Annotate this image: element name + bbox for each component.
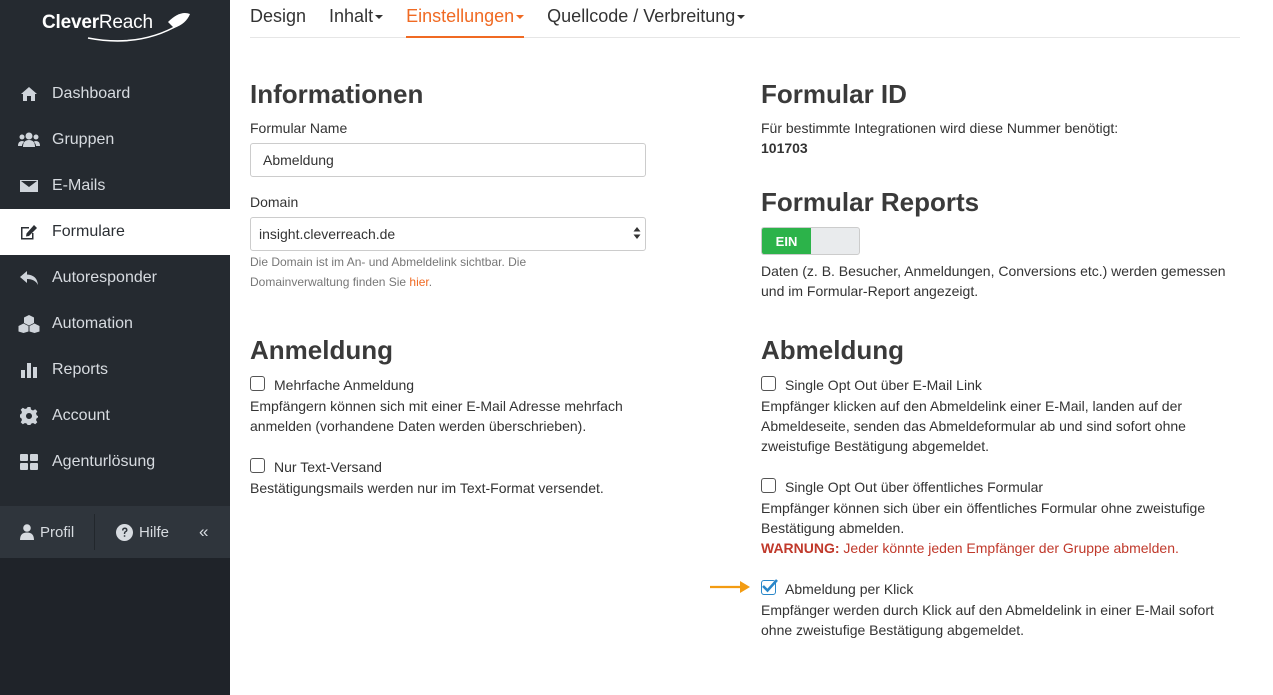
domain-help-end: .: [428, 275, 433, 289]
informationen-heading: Informationen: [250, 79, 424, 109]
sidebar-item-emails[interactable]: [0, 163, 230, 209]
domain-help-line-1: Die Domain ist im An- und Abmeldelink sichtbar. Die: [250, 255, 527, 269]
formular-name-input[interactable]: [250, 143, 646, 177]
select-arrows-icon: [633, 226, 641, 240]
reports-desc-line-1: Daten (z. B. Besucher, Anmeldungen, Conversions etc.) werden gemessen: [761, 263, 1226, 279]
single-opt-out-email-checkbox[interactable]: [761, 376, 776, 391]
reports-toggle[interactable]: [761, 227, 860, 255]
sidebar-item-label: E-Mails: [52, 177, 106, 194]
hilfe-button[interactable]: [95, 506, 189, 558]
toggle-on-label: EIN: [762, 228, 811, 254]
sidebar-item-label: Formulare: [52, 223, 125, 240]
sidebar-item-autoresponder[interactable]: [0, 255, 230, 301]
sidebar-item-label: Reports: [52, 361, 109, 378]
tab-quellcode-verbreitung[interactable]: Quellcode / Verbreitung: [547, 0, 745, 38]
sidebar: [0, 0, 230, 695]
warning-text: [761, 540, 1179, 556]
domain-label: Domain: [250, 194, 299, 210]
domain-help-text: [250, 252, 650, 292]
desc-line: ohne zweistufige Bestätigung abgemeldet.: [761, 622, 1025, 638]
tab-inhalt[interactable]: Inhalt: [329, 0, 383, 38]
nur-text-versand-checkbox[interactable]: [250, 458, 265, 473]
caret-down-icon: [516, 15, 524, 19]
desc-line: anmelden (vorhandene Daten werden überschrieben).: [250, 418, 587, 434]
hilfe-label: Hilfe: [139, 523, 170, 541]
top-tabs: [250, 0, 1240, 38]
sidebar-item-formulare[interactable]: [0, 209, 230, 255]
sidebar-item-label: Gruppen: [52, 131, 115, 148]
warning-label: WARNUNG:: [761, 540, 840, 556]
caret-down-icon: [737, 15, 745, 19]
mehrfache-anmeldung-checkbox[interactable]: [250, 376, 265, 391]
reports-desc-line-2: und im Formular-Report angezeigt.: [761, 283, 979, 299]
sidebar-item-label: Agenturlösung: [52, 453, 156, 470]
reply-icon: [18, 268, 40, 288]
profil-label: Profil: [40, 523, 75, 541]
cleverreach-logo[interactable]: [40, 6, 200, 42]
formular-id-desc: Für bestimmte Integrationen wird diese Nummer benötigt:: [761, 120, 1119, 136]
formular-id-value: 101703: [761, 140, 808, 156]
users-icon: [18, 130, 40, 150]
formular-name-value: Abmeldung: [263, 152, 334, 168]
sidebar-item-label: Account: [52, 407, 110, 424]
sidebar-item-gruppen[interactable]: [0, 117, 230, 163]
warning-message: Jeder könnte jeden Empfänger der Gruppe abmelden.: [839, 540, 1179, 556]
logo-text: CleverReach: [42, 12, 153, 33]
formular-reports-heading: Formular Reports: [761, 187, 980, 217]
nur-text-versand-label: Nur Text-Versand: [274, 459, 382, 475]
edit-icon: [18, 222, 40, 242]
sidebar-item-label: Automation: [52, 315, 133, 332]
home-icon: [18, 84, 40, 104]
desc-line: Bestätigung abmelden.: [761, 520, 905, 536]
abmeldung-per-klick-label: Abmeldung per Klick: [785, 581, 914, 597]
sidebar-item-account[interactable]: [0, 393, 230, 439]
single-opt-out-formular-checkbox[interactable]: [761, 478, 776, 493]
checkmark-icon: [761, 578, 779, 594]
sidebar-item-dashboard[interactable]: [0, 71, 230, 117]
formular-id-heading: Formular ID: [761, 79, 907, 109]
reports-desc: [761, 261, 1226, 301]
cubes-icon: [18, 314, 40, 334]
single-opt-out-email-label: Single Opt Out über E-Mail Link: [785, 377, 982, 393]
desc-line: Empfänger werden durch Klick auf den Abmeldelink in einer E-Mail sofort: [761, 602, 1214, 618]
tab-design[interactable]: Design: [250, 6, 307, 26]
sidebar-item-automation[interactable]: [0, 301, 230, 347]
sidebar-item-label: Autoresponder: [52, 269, 157, 286]
domain-help-line-2: Domainverwaltung finden Sie: [250, 275, 410, 289]
desc-line: Abmeldeseite, senden das Abmeldeformular ab und sind sofort ohne: [761, 418, 1186, 434]
single-opt-out-formular-label: Single Opt Out über öffentliches Formular: [785, 479, 1044, 495]
mehrfache-anmeldung-label: Mehrfache Anmeldung: [274, 377, 415, 393]
domain-select-value: insight.cleverreach.de: [259, 226, 396, 242]
envelope-icon: [18, 176, 40, 196]
nur-text-versand-desc: Bestätigungsmails werden nur im Text-Format versendet.: [250, 480, 604, 496]
sidebar-item-label: Dashboard: [52, 85, 131, 102]
abmeldung-per-klick-desc: [761, 600, 1214, 640]
abmeldung-per-klick-checkbox[interactable]: [761, 580, 776, 595]
sidebar-item-reports[interactable]: [0, 347, 230, 393]
single-opt-out-email-desc: [761, 396, 1186, 456]
arrow-right-icon: [710, 579, 752, 595]
desc-line: zweistufige Bestätigung abgemeldet.: [761, 438, 990, 454]
domain-select[interactable]: [250, 217, 646, 251]
desc-line: Empfängern können sich mit einer E-Mail Adresse mehrfach: [250, 398, 623, 414]
domain-help-link[interactable]: hier: [409, 275, 429, 289]
user-icon: [20, 524, 34, 540]
profil-button[interactable]: [0, 506, 94, 558]
desc-line: Empfänger können sich über ein öffentliches Formular ohne zweistufige: [761, 500, 1206, 516]
bar-chart-icon: [18, 360, 40, 380]
sidebar-footer: [0, 558, 230, 695]
sidebar-bottom-bar: [0, 506, 230, 558]
formular-name-label: Formular Name: [250, 120, 348, 136]
help-icon: [116, 524, 133, 541]
single-opt-out-formular-desc: [761, 498, 1205, 558]
desc-line: Empfänger klicken auf den Abmeldelink einer E-Mail, landen auf der: [761, 398, 1183, 414]
gear-icon: [18, 406, 40, 426]
caret-down-icon: [375, 15, 383, 19]
mehrfache-anmeldung-desc: [250, 396, 623, 436]
anmeldung-heading: Anmeldung: [250, 335, 393, 365]
sidebar-nav: [0, 71, 230, 485]
double-chevron-left-icon: «: [199, 522, 209, 541]
logo-swoosh-icon: [40, 6, 200, 46]
collapse-sidebar-button[interactable]: [189, 506, 208, 558]
abmeldung-heading: Abmeldung: [761, 335, 904, 365]
tab-einstellungen[interactable]: Einstellungen: [406, 0, 524, 38]
grid-icon: [18, 452, 40, 472]
sidebar-item-agenturloesung[interactable]: [0, 439, 230, 485]
